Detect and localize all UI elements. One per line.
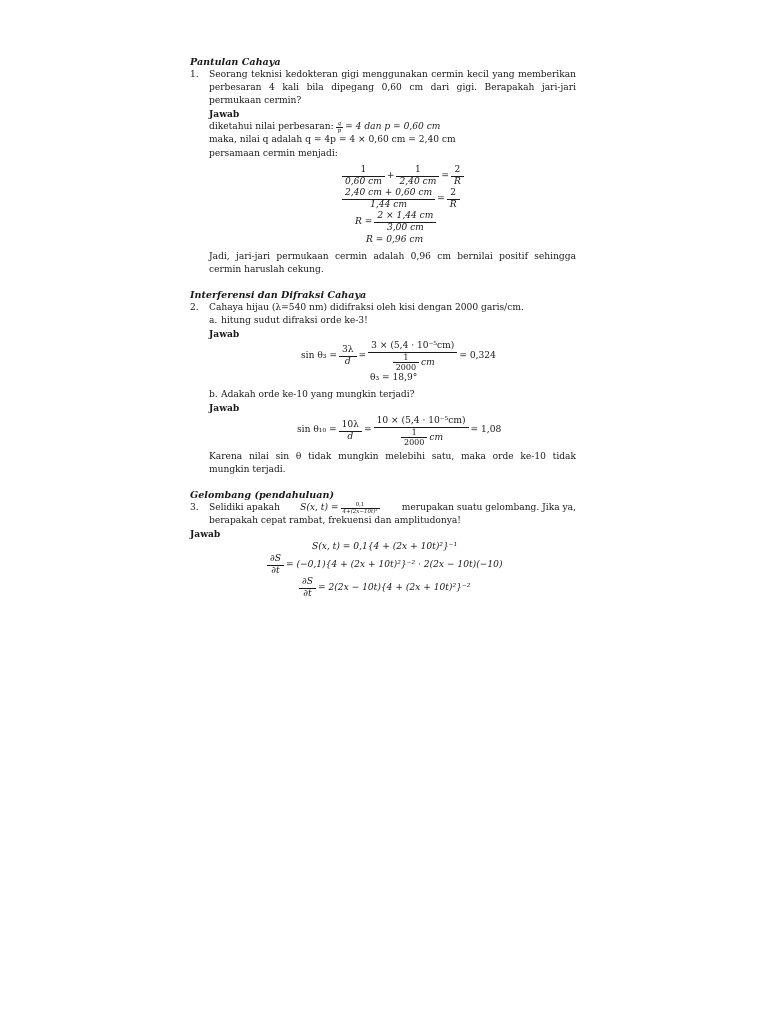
fraction-denominator: ∂t	[271, 566, 280, 577]
fraction-denominator: p	[337, 128, 342, 135]
fraction-numerator: 1	[396, 165, 439, 177]
answer-label: Jawab	[209, 403, 240, 415]
sub-label: b.	[209, 390, 218, 401]
known-values-line	[209, 121, 576, 134]
partial-derivative	[267, 554, 284, 577]
answer-label: Jawab	[209, 109, 240, 121]
fraction-numerator: 10λ	[339, 420, 362, 432]
question-text: Selidiki apakah	[209, 502, 280, 513]
conclusion-1: Jadi, jari-jari permukaan cermin adalah 0,96 cm bernilai positif sehingga cermin haruslah cekung.	[209, 251, 576, 275]
fraction	[342, 188, 435, 211]
fraction-denominator: R	[453, 176, 461, 187]
fraction-numerator: 1	[401, 428, 427, 438]
fraction-denominator	[368, 353, 457, 372]
question-number: 3.	[190, 502, 199, 513]
answer-2	[190, 315, 576, 477]
fraction-denominator: R	[449, 199, 457, 210]
fraction	[447, 188, 460, 211]
plus-sign: +	[386, 170, 395, 181]
equation-line	[209, 211, 576, 234]
fraction-numerator: 10 × (5,4 · 10⁻⁵cm)	[374, 416, 469, 428]
fraction	[374, 416, 469, 447]
equals-sign: =	[437, 193, 445, 204]
question-3	[190, 502, 576, 528]
q-value-line: maka, nilai q adalah q = 4p = 4 × 0,60 cm = 2,40 cm	[209, 135, 456, 146]
question-text: berapakah cepat rambat, frekuensi dan amplitudonya!	[209, 515, 461, 526]
equation-result: = 0,324	[459, 351, 496, 362]
fraction-numerator: q	[337, 121, 342, 128]
derivative-equation	[190, 577, 576, 600]
partial-derivative	[299, 577, 316, 600]
fraction-denominator: 0,60 cm	[345, 176, 382, 187]
sub-question-b	[209, 389, 576, 402]
equation-line	[209, 165, 576, 188]
unit-label: cm	[421, 358, 435, 369]
function-lhs: S(x, t) =	[300, 502, 339, 513]
fraction-denominator: 4+(2x−10t)²	[342, 508, 378, 515]
fraction-numerator: 1	[393, 353, 419, 363]
question-text: Cahaya hijau (λ=540 nm) didifraksi oleh kisi dengan 2000 garis/cm.	[209, 302, 524, 313]
fraction-denominator: 2,40 cm	[399, 176, 437, 187]
sub-label: a.	[209, 316, 218, 327]
nested-fraction	[401, 428, 427, 447]
fraction-numerator: ∂S	[299, 577, 316, 589]
equation-result: = 1,08	[470, 425, 502, 436]
equation-lhs: sin θ₁₀ =	[297, 425, 337, 436]
sub-text: hitung sudut difraksi orde ke-3!	[221, 316, 368, 327]
fraction-numerator: 0,1	[341, 502, 380, 509]
question-text: Seorang teknisi kedokteran gigi menggunakan cermin kecil yang memberikan perbesaran 4 kali bila dipegang 0,60 cm dari gigi. Berapakah jari-jari permukaan cermin?	[209, 70, 576, 107]
answer-1	[190, 108, 576, 277]
question-number: 2.	[190, 302, 199, 313]
fraction-numerator: 1	[342, 165, 385, 177]
derivative-equation	[190, 554, 576, 577]
fraction-numerator: 2	[451, 165, 464, 177]
fraction-numerator: 2,40 cm + 0,60 cm	[342, 188, 435, 200]
fraction-denominator: 3,00 cm	[386, 222, 424, 233]
question-2	[190, 302, 576, 315]
fraction-numerator: 3 × (5,4 · 10⁻⁵cm)	[368, 341, 457, 353]
fraction	[339, 420, 362, 443]
question-text: merupakan suatu gelombang. Jika ya,	[401, 502, 576, 513]
fraction-denominator: d	[344, 357, 351, 368]
fraction-denominator: 1,44 cm	[370, 199, 407, 210]
wave-function	[300, 502, 381, 515]
wave-equation: S(x, t) = 0,1{4 + (2x + 10t)²}⁻¹	[312, 541, 458, 552]
fraction-denominator	[374, 428, 469, 447]
fraction-denominator: d	[347, 431, 354, 442]
worksheet-content	[190, 56, 576, 600]
equals-sign: =	[363, 425, 372, 436]
fraction-denominator: 2000	[404, 437, 425, 447]
question-1	[190, 69, 576, 108]
magnification-fraction	[336, 121, 344, 134]
mirror-equation-label: persamaan cermin menjadi:	[209, 148, 338, 159]
derivative-rhs: = (−0,1){4 + (2x + 10t)²}⁻² · 2(2x − 10t)(−10)	[285, 560, 503, 571]
fraction-numerator: 2	[447, 188, 460, 200]
section-title-interference: Interferensi dan Difraksi Cahaya	[190, 289, 367, 301]
fraction	[451, 165, 464, 188]
sub-text: Adakah orde ke-10 yang mungkin terjadi?	[221, 390, 415, 401]
equation-lhs: R =	[355, 216, 373, 227]
equation-result: R = 0,96 cm	[366, 234, 424, 245]
fraction-numerator: 2 × 1,44 cm	[374, 211, 436, 223]
section-title-wave: Gelombang (pendahuluan)	[190, 489, 334, 501]
question-number: 1.	[190, 70, 199, 80]
equation-line	[209, 341, 576, 372]
equals-sign: =	[441, 170, 449, 181]
equation-line	[209, 416, 576, 447]
equation-lhs: sin θ₃ =	[301, 351, 337, 362]
fraction-denominator: ∂t	[303, 589, 312, 600]
fraction-numerator: 3λ	[339, 345, 357, 357]
fraction-denominator: 2000	[395, 363, 417, 373]
derivative-rhs: = 2(2x − 10t){4 + (2x + 10t)²}⁻²	[317, 583, 471, 594]
section-title-reflection: Pantulan Cahaya	[190, 57, 281, 68]
answer-label: Jawab	[190, 528, 221, 540]
fraction	[342, 165, 385, 188]
sub-question-a	[209, 315, 576, 328]
fraction	[368, 341, 457, 372]
angle-result: θ₃ = 18,9°	[370, 373, 418, 384]
known-rest: = 4 dan p = 0,60 cm	[345, 122, 441, 133]
question-line	[209, 502, 576, 515]
answer-label: Jawab	[209, 329, 240, 341]
conclusion-2: Karena nilai sin θ tidak mungkin melebihi satu, maka orde ke-10 tidak mungkin terjadi.	[209, 451, 576, 475]
fraction	[339, 345, 357, 368]
equals-sign: =	[358, 351, 367, 362]
known-prefix: diketahui nilai perbesaran:	[209, 122, 334, 133]
nested-fraction	[393, 353, 419, 372]
equation-line	[209, 188, 576, 211]
function-fraction	[341, 502, 380, 515]
fraction	[374, 211, 436, 234]
fraction	[396, 165, 439, 188]
unit-label: cm	[429, 432, 444, 443]
fraction-numerator: ∂S	[267, 554, 284, 566]
